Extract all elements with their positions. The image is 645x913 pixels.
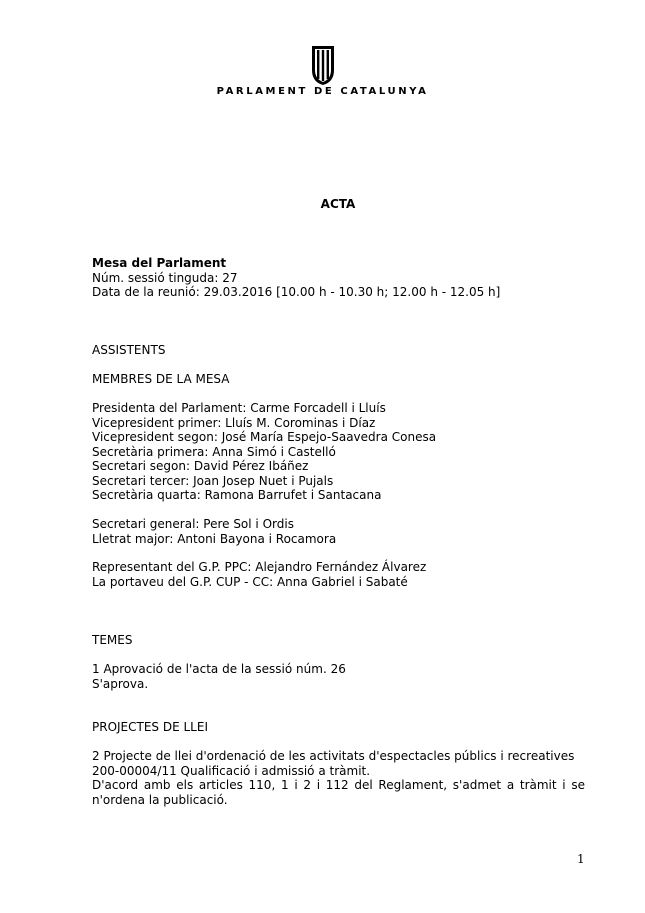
agenda-item-2 xyxy=(92,749,592,807)
institution-name: PARLAMENT DE CATALUNYA xyxy=(216,86,429,97)
members-list xyxy=(92,401,592,503)
staff-line: Secretari general: Pere Sol i Ordis xyxy=(92,517,294,531)
assistents-heading: ASSISTENTS xyxy=(92,343,166,357)
member-line: Secretari tercer: Joan Josep Nuet i Pujals xyxy=(92,473,334,488)
session-info xyxy=(92,256,592,300)
parliament-emblem-icon xyxy=(308,44,338,86)
representatives-list xyxy=(92,560,592,589)
member-line: Secretària primera: Anna Simó i Castelló xyxy=(92,444,336,459)
agenda-item-title: 1 Aprovació de l'acta de la sessió núm. 26 xyxy=(92,662,346,676)
session-body: Mesa del Parlament xyxy=(92,256,227,270)
temes-heading: TEMES xyxy=(92,633,133,647)
page-number: 1 xyxy=(577,852,585,866)
session-number: Núm. sessió tinguda: 27 xyxy=(92,270,238,285)
parliament-emblem xyxy=(0,44,645,90)
agenda-item-text: D'acord amb els articles 110, 1 i 2 i 112 del Reglament, s'admet a tràmit i se n'ordena la publicació. xyxy=(92,778,585,807)
member-line: Secretari segon: David Pérez Ibáñez xyxy=(92,459,309,473)
member-line: Secretària quarta: Ramona Barrufet i Santacana xyxy=(92,488,382,502)
member-line: Vicepresident segon: José María Espejo-Saavedra Conesa xyxy=(92,430,437,444)
staff-line: Lletrat major: Antoni Bayona i Rocamora xyxy=(92,531,337,546)
membres-heading: MEMBRES DE LA MESA xyxy=(92,372,230,386)
staff-list xyxy=(92,517,592,546)
agenda-item-1 xyxy=(92,662,592,691)
projectes-heading: PROJECTES DE LLEI xyxy=(92,720,208,734)
session-date: Data de la reunió: 29.03.2016 [10.00 h - 10.30 h; 12.00 h - 12.05 h] xyxy=(92,285,501,299)
member-line: Vicepresident primer: Lluís M. Corominas i Díaz xyxy=(92,415,376,430)
document-title: ACTA xyxy=(320,197,356,211)
representative-line: Representant del G.P. PPC: Alejandro Fernández Álvarez xyxy=(92,560,427,574)
representative-line: La portaveu del G.P. CUP - CC: Anna Gabriel i Sabaté xyxy=(92,574,408,589)
agenda-item-title: 2 Projecte de llei d'ordenació de les activitats d'espectacles públics i recreatives xyxy=(92,749,575,763)
agenda-item-reference: 200-00004/11 Qualificació i admissió a tràmit. xyxy=(92,763,371,778)
agenda-item-result: S'aprova. xyxy=(92,676,149,691)
member-line: Presidenta del Parlament: Carme Forcadell i Lluís xyxy=(92,401,386,415)
